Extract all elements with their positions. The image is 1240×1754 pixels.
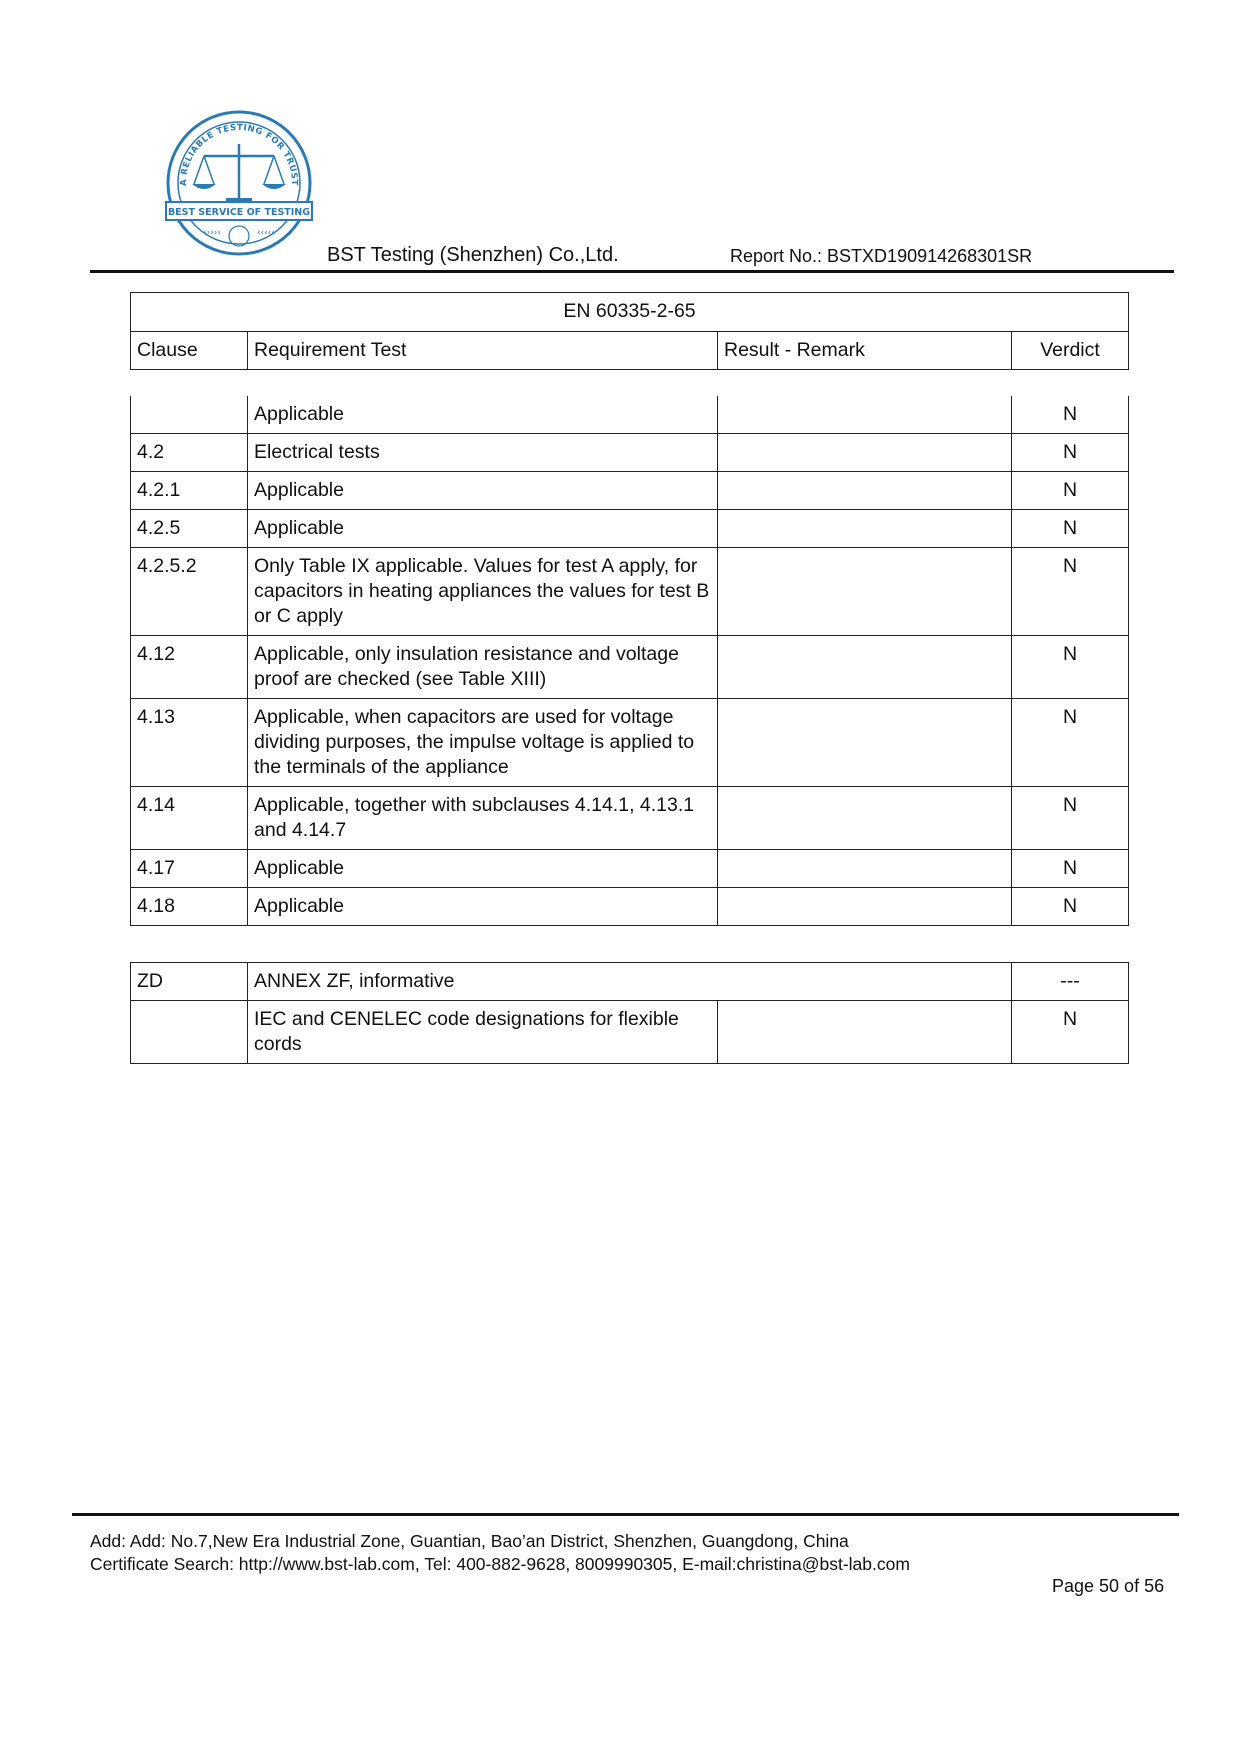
logo-arc-text: A RELIABLE TESTING FOR TRUST xyxy=(178,122,300,187)
remark-cell xyxy=(718,434,1012,472)
clause-cell: 4.12 xyxy=(131,636,248,699)
table-row xyxy=(131,472,1129,510)
verdict-cell: N xyxy=(1012,787,1129,850)
verdict-cell: N xyxy=(1012,472,1129,510)
table-row xyxy=(131,510,1129,548)
annex-table xyxy=(130,962,1129,1064)
column-header-verdict: Verdict xyxy=(1012,332,1129,370)
verdict-cell: N xyxy=(1012,1001,1129,1064)
remark-cell xyxy=(718,636,1012,699)
logo-banner-text: BEST SERVICE OF TESTING xyxy=(167,207,311,218)
remark-cell xyxy=(718,888,1012,926)
svg-text:‹‹‹‹‹: ‹‹‹‹‹ xyxy=(257,228,275,238)
page-number: Page 50 of 56 xyxy=(1052,1576,1165,1596)
annex-title-cell: ANNEX ZF, informative xyxy=(248,963,1012,1001)
remark-cell xyxy=(718,699,1012,787)
column-header-requirement: Requirement Test xyxy=(248,332,718,370)
svg-text:›››››: ››››› xyxy=(203,228,221,238)
column-header-clause: Clause xyxy=(131,332,248,370)
clause-table xyxy=(130,396,1129,926)
remark-cell xyxy=(718,510,1012,548)
standard-header-table xyxy=(130,292,1129,370)
clause-cell: 4.2.5 xyxy=(131,510,248,548)
remark-cell xyxy=(718,548,1012,636)
requirement-cell: Applicable xyxy=(248,396,718,434)
table-row xyxy=(131,396,1129,434)
remark-cell xyxy=(718,787,1012,850)
clause-cell: 4.2.5.2 xyxy=(131,548,248,636)
column-header-remark: Result - Remark xyxy=(718,332,1012,370)
standard-title: EN 60335-2-65 xyxy=(131,293,1129,332)
verdict-cell: N xyxy=(1012,699,1129,787)
requirement-cell: Applicable xyxy=(248,510,718,548)
table-row xyxy=(131,548,1129,636)
company-name: BST Testing (Shenzhen) Co.,Ltd. xyxy=(327,244,619,266)
verdict-cell: N xyxy=(1012,434,1129,472)
annex-clause-cell: ZD xyxy=(131,963,248,1001)
report-number: Report No.: BSTXD190914268301SR xyxy=(730,246,1033,266)
table-row xyxy=(131,636,1129,699)
remark-cell xyxy=(718,396,1012,434)
verdict-cell: N xyxy=(1012,510,1129,548)
clause-cell: 4.2.1 xyxy=(131,472,248,510)
requirement-cell: Applicable, together with subclauses 4.14.1, 4.13.1 and 4.14.7 xyxy=(248,787,718,850)
requirement-cell: Applicable xyxy=(248,888,718,926)
table-row xyxy=(131,699,1129,787)
clause-cell: 4.13 xyxy=(131,699,248,787)
remark-cell xyxy=(718,1001,1012,1064)
requirement-cell: Applicable xyxy=(248,850,718,888)
annex-verdict-cell: --- xyxy=(1012,963,1129,1001)
table-row xyxy=(131,1001,1129,1064)
requirement-cell: Applicable, when capacitors are used for voltage dividing purposes, the impulse voltage is applied to the terminals of the appliance xyxy=(248,699,718,787)
footer-address: Add: Add: No.7,New Era Industrial Zone, Guantian, Bao’an District, Shenzhen, Guangdong, China xyxy=(90,1531,849,1551)
clause-cell: 4.2 xyxy=(131,434,248,472)
verdict-cell: N xyxy=(1012,636,1129,699)
verdict-cell: N xyxy=(1012,888,1129,926)
footer-divider xyxy=(72,1513,1179,1516)
remark-cell xyxy=(718,472,1012,510)
footer-certificate: Certificate Search: http://www.bst-lab.com, Tel: 400-882-9628, 8009990305, E-mail:christina@bst-lab.com xyxy=(90,1554,910,1574)
header-divider xyxy=(90,270,1174,273)
clause-cell: 4.17 xyxy=(131,850,248,888)
annex-title-row xyxy=(131,963,1129,1001)
requirement-cell: Only Table IX applicable. Values for test A apply, for capacitors in heating appliances the values for test B or C apply xyxy=(248,548,718,636)
requirement-cell: IEC and CENELEC code designations for flexible cords xyxy=(248,1001,718,1064)
verdict-cell: N xyxy=(1012,548,1129,636)
verdict-cell: N xyxy=(1012,396,1129,434)
table-row xyxy=(131,850,1129,888)
remark-cell xyxy=(718,850,1012,888)
table-row xyxy=(131,888,1129,926)
company-logo xyxy=(164,108,314,258)
requirement-cell: Applicable xyxy=(248,472,718,510)
requirement-cell: Applicable, only insulation resistance and voltage proof are checked (see Table XIII) xyxy=(248,636,718,699)
requirement-cell: Electrical tests xyxy=(248,434,718,472)
table-row xyxy=(131,434,1129,472)
clause-cell xyxy=(131,1001,248,1064)
scales-of-justice-icon xyxy=(164,108,314,258)
clause-cell xyxy=(131,396,248,434)
table-row xyxy=(131,787,1129,850)
verdict-cell: N xyxy=(1012,850,1129,888)
clause-cell: 4.14 xyxy=(131,787,248,850)
footer-contact xyxy=(90,1530,910,1576)
clause-cell: 4.18 xyxy=(131,888,248,926)
